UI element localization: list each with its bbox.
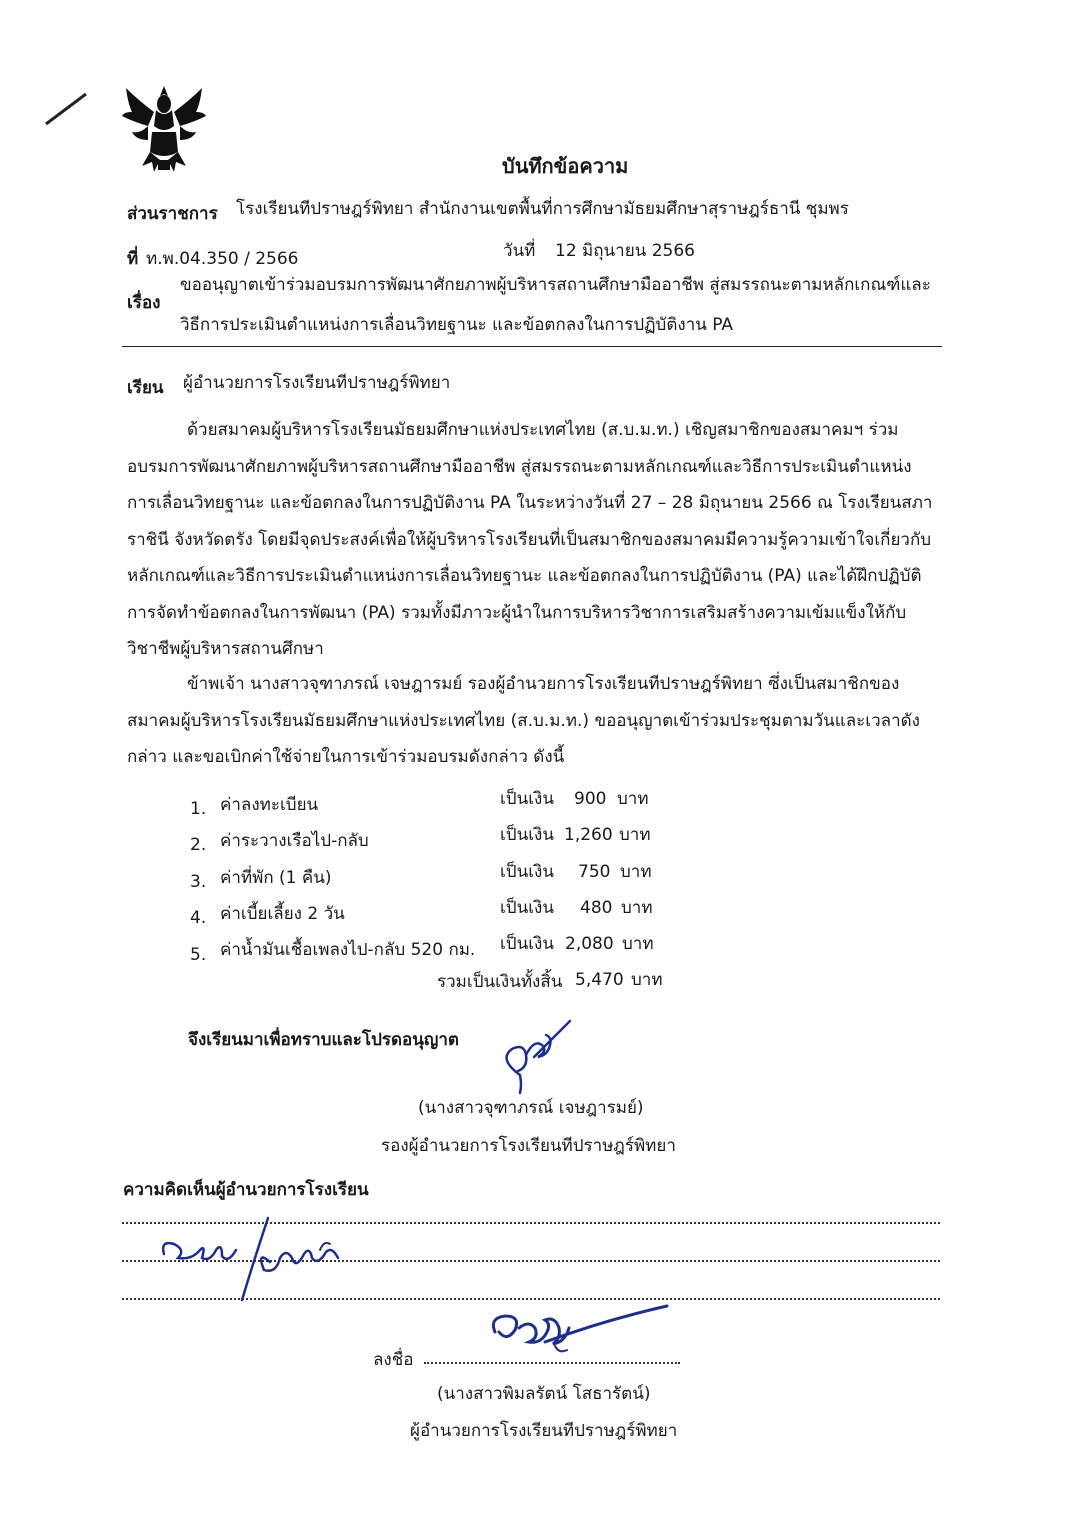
dept-label: ส่วนราชการ [127,204,218,224]
body-paragraph-1: ด้วยสมาคมผู้บริหารโรงเรียนมัธยมศึกษาแห่งประเทศไทย (ส.บ.ม.ท.) เชิญสมาชิกของสมาคมฯ ร่วมอบรมการพัฒนาศักยภาพผู้บริหารสถานศึกษามืออาชีพ สู่สมรรถนะตามหลักเกณฑ์และวิธีการประเมินตำแหน่งการเลื่อนวิทยฐานะ และข้อตกลงในการปฏิบัติงาน PA ในระหว่างวันที่ 27 – 28 มิถุนายน 2566 ณ โรงเรียนสภาราชินี จังหวัดตรัง โดยมีจุดประสงค์เพื่อให้ผู้บริหารโรงเรียนที่เป็นสมาชิกของสมาคมมีความรู้ความเข้าใจเกี่ยวกับหลักเกณฑ์และวิธีการประเมินตำแหน่งการเลื่อนวิทยฐานะ และข้อตกลงในการปฏิบัติงาน (PA) และได้ฝึกปฏิบัติการจัดทำข้อตกลงในการพัฒนา (PA) รวมทั้งมีภาวะผู้นำในการบริหารวิชาการเสริมสร้างความเข้มแข็งให้กับวิชาชีพผู้บริหารสถานศึกษา [127,420,933,659]
expense-num: 5. [190,945,207,965]
expense-prefix: เป็นเงิน [500,862,554,882]
subject-label: เรื่อง [127,293,161,313]
expense-label: ค่าเบี้ยเลี้ยง 2 วัน [220,904,345,924]
expense-amount: 750 [578,862,611,882]
expense-num: 3. [190,872,207,892]
subject-line-2: วิธีการประเมินตำแหน่งการเลื่อนวิทยฐานะ และข้อตกลงในการปฏิบัติงาน PA [180,315,734,335]
expense-unit: บาท [617,789,649,809]
expense-unit: บาท [622,934,654,954]
dept-value: โรงเรียนทีปราษฎร์พิทยา สำนักงานเขตพื้นที่การศึกษามัธยมศึกษาสุราษฎร์ธานี ชุมพร [236,199,849,219]
expense-prefix: เป็นเงิน [500,825,554,845]
expense-amount: 480 [580,898,613,918]
body-paragraph-2: ข้าพเจ้า นางสาวจุฑาภรณ์ เจษฎารมย์ รองผู้อำนวยการโรงเรียนทีปราษฎร์พิทยา ซึ่งเป็นสมาชิกของสมาคมผู้บริหารโรงเรียนมัธยมศึกษาแห่งประเทศไทย (ส.บ.ม.ท.) ขออนุญาตเข้าร่วมประชุมตามวันและเวลาดังกล่าว และขอเบิกค่าใช้จ่ายในการเข้าร่วมอบรมดังกล่าว ดังนี้ [127,674,920,767]
expense-amount: 2,080 [565,934,614,954]
date-value: 12 มิถุนายน 2566 [555,241,695,261]
expense-amount: 900 [574,789,607,809]
closing-text: จึงเรียนมาเพื่อทราบและโปรดอนุญาต [188,1030,459,1050]
ref-label: ที่ [127,249,139,269]
expense-prefix: เป็นเงิน [500,789,554,809]
subject-line-1: ขออนุญาตเข้าร่วมอบรมการพัฒนาศักยภาพผู้บริหารสถานศึกษามืออาชีพ สู่สมรรถนะตามหลักเกณฑ์และ [180,275,931,295]
expense-label: ค่าที่พัก (1 คืน) [220,868,332,888]
expense-label: ค่าน้ำมันเชื้อเพลงไป-กลับ 520 กม. [220,940,476,960]
sign-label: ลงชื่อ [373,1350,414,1370]
handwritten-signature-icon [490,1015,580,1095]
total-amount: 5,470 [575,970,624,990]
total-label: รวมเป็นเงินทั้งสิ้น [437,972,563,992]
expense-unit: บาท [621,898,653,918]
director-opinion-heading: ความคิดเห็นผู้อำนวยการโรงเรียน [123,1180,369,1200]
expense-unit: บาท [619,825,651,845]
signature-dotline [424,1362,680,1364]
signer1-name: (นางสาวจุฑาภรณ์ เจษฎารมย์) [418,1098,644,1118]
director-signature-icon [485,1302,675,1362]
expense-label: ค่าระวางเรือไป-กลับ [220,831,369,851]
expense-num: 4. [190,908,207,928]
expense-prefix: เป็นเงิน [500,934,554,954]
memo-title: บันทึกข้อความ [502,154,629,178]
expense-num: 2. [190,835,207,855]
expense-unit: บาท [620,862,652,882]
to-value: ผู้อำนวยการโรงเรียนทีปราษฎร์พิทยา [183,373,451,393]
director-name: (นางสาวพิมลรัตน์ โสธารัตน์) [437,1384,651,1404]
to-label: เรียน [127,378,164,398]
garuda-emblem-icon [118,82,210,178]
expense-num: 1. [190,799,207,819]
pen-mark-icon [42,90,92,130]
date-label: วันที่ [503,241,536,261]
ref-value: ท.พ.04.350 / 2566 [146,249,299,269]
expense-prefix: เป็นเงิน [500,898,554,918]
expense-label: ค่าลงทะเบียน [220,795,319,815]
handwritten-note-icon [152,1210,352,1310]
total-unit: บาท [631,970,663,990]
expense-amount: 1,260 [564,825,613,845]
director-position: ผู้อำนวยการโรงเรียนทีปราษฎร์พิทยา [410,1421,678,1441]
signer1-position: รองผู้อำนวยการโรงเรียนทีปราษฎร์พิทยา [381,1136,676,1156]
header-divider [122,346,942,347]
